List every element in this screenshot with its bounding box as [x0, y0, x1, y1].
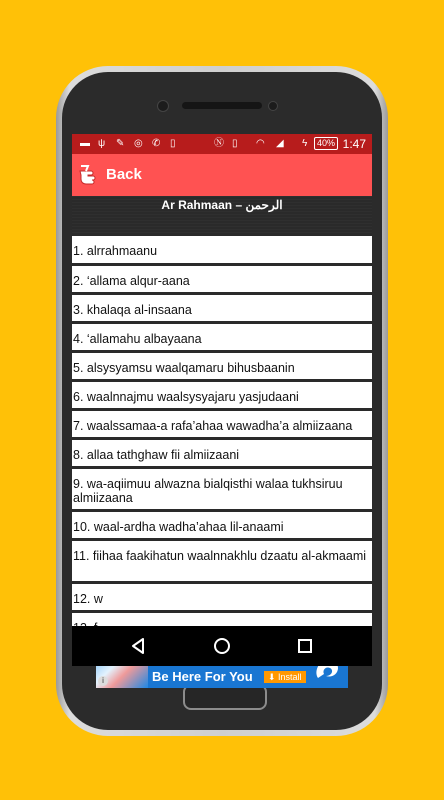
vibrate-icon: ▯ [232, 138, 238, 149]
verse-item[interactable]: 11. fiihaa faakihatun waalnnakhlu dzaatu al-akmaami [72, 538, 372, 581]
nfc-icon: Ⓝ [214, 138, 224, 149]
navigation-bar [72, 626, 372, 666]
verse-item[interactable]: 12. w [72, 581, 372, 610]
phone-icon: ▯ [170, 138, 176, 149]
usb-icon: ψ [98, 138, 106, 149]
app-bar [72, 154, 372, 196]
verse-list [72, 234, 372, 639]
back-button[interactable]: Back [106, 166, 142, 183]
verse-item[interactable]: 4. ‘allamahu albayaana [72, 321, 372, 350]
wrench-icon: ✎ [116, 138, 125, 149]
verse-item[interactable]: 5. alsysyamsu waalqamaru bihusbaanin [72, 350, 372, 379]
verse-item[interactable]: 2. ‘allama alqur-aana [72, 263, 372, 292]
verse-item[interactable]: 9. wa-aqiimuu alwazna bialqisthi walaa tukhsiruu almiizaana [72, 466, 372, 509]
instagram-icon: ◎ [134, 138, 143, 149]
chat-icon: ▬ [80, 138, 90, 149]
earpiece-speaker [182, 102, 262, 109]
verse-item[interactable]: 7. waalssamaa-a rafa’ahaa wawadha’a almiizaana [72, 408, 372, 437]
signal-icon: ◢ [276, 138, 284, 149]
surah-title: Ar Rahmaan – الرحمن [161, 198, 283, 212]
nav-back-icon[interactable] [130, 637, 148, 655]
whatsapp-icon: ✆ [152, 138, 161, 149]
battery-level: 40% [314, 137, 338, 150]
nav-home-icon[interactable] [213, 637, 231, 655]
verse-item[interactable]: 6. waalnnajmu waalsysyajaru yasjudaani [72, 379, 372, 408]
proximity-sensor [268, 101, 278, 111]
ad-install-button[interactable]: ⬇ Install [264, 671, 306, 683]
screen [72, 134, 372, 685]
status-bar [72, 134, 372, 154]
verse-item[interactable]: 10. waal-ardha wadha’ahaa lil-anaami [72, 509, 372, 538]
ad-info-icon[interactable]: i [98, 676, 108, 686]
verse-item[interactable]: 3. khalaqa al-insaana [72, 292, 372, 321]
verse-item[interactable]: 1. alrrahmaanu [72, 234, 372, 263]
verse-content [72, 196, 372, 685]
charging-icon: ϟ [302, 138, 308, 149]
verse-item[interactable]: 8. allaa tathghaw fii almiizaani [72, 437, 372, 466]
clock: 1:47 [342, 137, 366, 151]
nav-recents-icon[interactable] [296, 637, 314, 655]
front-camera [157, 100, 169, 112]
wifi-icon: ◠ [256, 138, 265, 149]
pointing-hand-back-icon[interactable] [78, 162, 102, 186]
ad-subline: Be Here For You [152, 669, 253, 684]
